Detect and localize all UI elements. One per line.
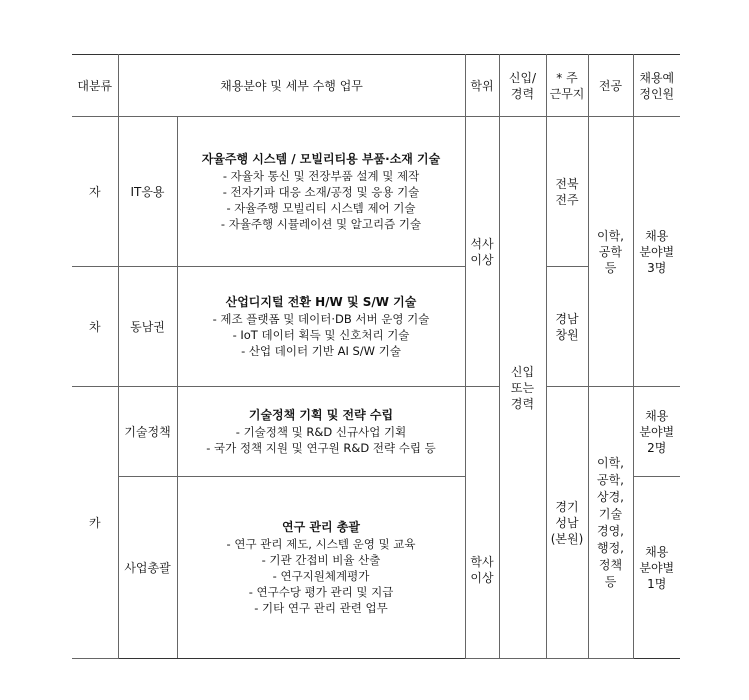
location-seongnam-line2: 성남 (555, 515, 579, 530)
subcategory-it-application: IT응용 (118, 117, 177, 267)
location-jeonju (546, 117, 588, 267)
major-line5: 경영, (597, 523, 624, 538)
duty-item: - 연구지원체계평가 (272, 569, 370, 583)
major-line2: 공학, (597, 472, 624, 487)
duty-item: - 자율주행 모빌리티 시스템 제어 기술 (226, 201, 416, 215)
degree-bachelors (465, 387, 499, 659)
duties-autonomous (177, 117, 465, 267)
subcategory-southeast: 동남권 (118, 267, 177, 387)
employment-type-line2: 또는 (510, 380, 535, 395)
degree-masters-line1: 석사 (470, 236, 494, 251)
duty-item: - 연구수당 평가 관리 및 지급 (248, 585, 394, 599)
headcount-one-line2: 분야별 (639, 560, 675, 575)
header-headcount-line1: 채용예 (639, 70, 675, 85)
header-major: 전공 (588, 55, 633, 117)
duty-item: - IoT 데이터 획득 및 신호처리 기술 (232, 328, 410, 342)
duty-item: - 기타 연구 관리 관련 업무 (254, 601, 388, 615)
headcount-two (633, 387, 680, 477)
recruitment-table (72, 54, 680, 659)
header-row (72, 55, 680, 117)
headcount-three (633, 117, 680, 387)
duty-item: - 전자기파 대응 소재/공정 및 응용 기술 (222, 185, 420, 199)
category-ka: 카 (72, 387, 118, 659)
employment-type-line1: 신입 (510, 364, 535, 379)
headcount-two-line2: 분야별 (639, 424, 675, 439)
header-degree: 학위 (465, 55, 499, 117)
header-location (546, 55, 588, 117)
location-seongnam-line1: 경기 (555, 499, 579, 514)
duty-item: - 연구 관리 제도, 시스템 운영 및 교육 (226, 537, 416, 551)
header-category: 대분류 (72, 55, 118, 117)
major-line3: 상경, (597, 489, 624, 504)
header-new-experienced-line2: 경력 (510, 86, 535, 101)
headcount-one (633, 477, 680, 659)
major-line1: 이학, (597, 455, 624, 470)
headcount-three-line1: 채용 (645, 228, 669, 243)
table-row (72, 387, 680, 477)
degree-masters-line2: 이상 (470, 252, 494, 267)
header-location-line2: 근무지 (549, 86, 585, 101)
duty-title: 기술정책 기획 및 전략 수립 (248, 408, 394, 422)
location-seongnam-line3: (본원) (550, 531, 584, 546)
header-headcount (633, 55, 680, 117)
major-line7: 정책 (598, 557, 623, 572)
headcount-two-line3: 2명 (647, 440, 667, 455)
headcount-one-line3: 1명 (647, 576, 667, 591)
header-location-line1: * 주 (556, 70, 578, 85)
duty-item: - 국가 정책 지원 및 연구원 R&D 전략 수립 등 (206, 441, 436, 455)
duty-title: 산업디지털 전환 H/W 및 S/W 기술 (225, 295, 417, 309)
duties-industrial-digital (177, 267, 465, 387)
major-line3: 등 (604, 260, 617, 275)
headcount-one-line1: 채용 (645, 544, 669, 559)
location-seongnam (546, 387, 588, 659)
location-changwon-line2: 창원 (555, 327, 579, 342)
degree-masters (465, 117, 499, 387)
duties-policy-planning (177, 387, 465, 477)
header-headcount-line2: 정인원 (639, 86, 675, 101)
duty-item: - 제조 플랫폼 및 데이터·DB 서버 운영 기술 (212, 312, 430, 326)
location-jeonju-line1: 전북 (555, 176, 579, 191)
major-line2: 공학 (598, 244, 623, 259)
location-changwon-line1: 경남 (555, 311, 579, 326)
degree-bachelors-line2: 이상 (470, 571, 494, 585)
major-line6: 행정, (597, 540, 624, 555)
duty-item: - 자율주행 시뮬레이션 및 알고리즘 기술 (220, 217, 422, 231)
major-line4: 기술 (598, 506, 623, 521)
major-science-engineering (588, 117, 633, 387)
major-line8: 등 (604, 574, 617, 589)
duty-title: 자율주행 시스템 / 모빌리티용 부품·소재 기술 (201, 152, 441, 166)
duty-item: - 기술정책 및 R&D 신규사업 기획 (235, 425, 407, 439)
duty-item: - 산업 데이터 기반 AI S/W 기술 (241, 344, 401, 358)
headcount-three-line3: 3명 (647, 260, 667, 275)
location-changwon (546, 267, 588, 387)
table-row (72, 117, 680, 267)
category-cha: 차 (72, 267, 118, 387)
major-multi-discipline (588, 387, 633, 659)
subcategory-tech-policy: 기술정책 (118, 387, 177, 477)
subcategory-business-general: 사업총괄 (118, 477, 177, 659)
header-new-experienced-line1: 신입/ (508, 70, 537, 85)
category-ja: 자 (72, 117, 118, 267)
duty-title: 연구 관리 총괄 (282, 520, 360, 534)
headcount-two-line1: 채용 (645, 408, 669, 423)
header-new-experienced (499, 55, 546, 117)
header-field-duties: 채용분야 및 세부 수행 업무 (118, 55, 465, 117)
location-jeonju-line2: 전주 (555, 192, 579, 207)
degree-bachelors-line1: 학사 (470, 555, 494, 569)
major-line1: 이학, (597, 228, 624, 243)
duties-research-management (177, 477, 465, 659)
headcount-three-line2: 분야별 (639, 244, 675, 259)
duty-item: - 기관 간접비 비율 산출 (261, 553, 381, 567)
employment-type (499, 117, 546, 659)
employment-type-line3: 경력 (510, 396, 535, 411)
duty-item: - 자율차 통신 및 전장부품 설계 및 제작 (222, 169, 420, 183)
